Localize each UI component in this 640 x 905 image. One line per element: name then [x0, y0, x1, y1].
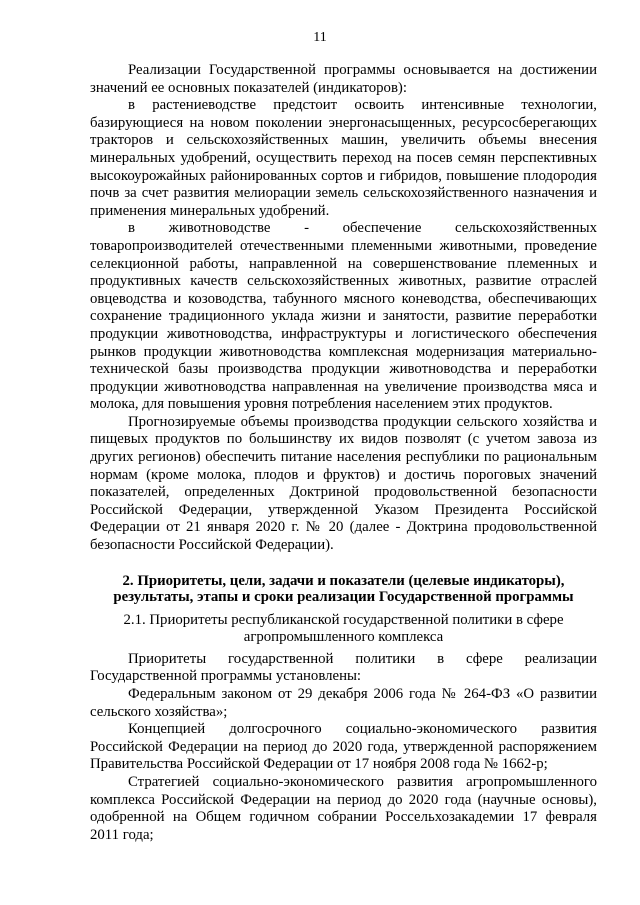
paragraph-federal-law: Федеральным законом от 29 декабря 2006 года № 264-ФЗ «О развитии сельского хозяйства»;: [90, 686, 597, 720]
paragraph-priorities-established: Приоритеты государственной политики в сфере реализации Государственной программы установлены:: [90, 650, 597, 685]
paragraph-forecast: Прогнозируемые объемы производства продукции сельского хозяйства и пищевых продуктов по большинству их видов позволят (с учетом завоза из других регионов) обеспечить питание населения республики по рациональным нормам (кроме молока, плодов и фруктов) и достичь пороговых значений показателей, определенных Доктриной продовольственной безопасности Российской Федерации, утвержденной Указом Президента Российской Федерации от 21 января 2020 г. № 20 (далее - Доктрина продовольственной безопасности Российской Федерации).: [90, 413, 597, 554]
subsection-title: 2.1. Приоритеты республиканской государственной политики в сфере агропромышленного комплекса: [123, 611, 564, 646]
paragraph-intro: Реализации Государственной программы основывается на достижении значений ее основных показателей (индикаторов):: [90, 62, 597, 96]
paragraph-crop-production: в растениеводстве предстоит освоить интенсивные технологии, базирующиеся на новом поколении энергонасыщенных, ресурсосберегающих тракторов и сельскохозяйственных машин, увеличить объемы внесения минеральных удобрений, осуществить переход на посев семян перспективных высокоурожайных районированных сортов и гибридов, повышение плодородия почв за счет развития мелиорации земель сельскохозяйственного назначения и применения минеральных удобрений.: [90, 97, 597, 219]
paragraph-livestock: в животноводстве - обеспечение сельскохозяйственных товаропроизводителей отечественными племенными животными, проведение селекционной работы, направленной на совершенствование племенных и продуктивных качеств сельскохозяйственных животных, развитие отраслей овцеводства и козоводства, табунного мясного коневодства, обеспечивающих сохранение традиционного уклада жизни и занятости, развитие переработки продукции животноводства, инфраструктуры и логистического обеспечения рынков продукции животноводства комплексная модернизация материально-технической базы производства продукции животноводства и переработки продукции животноводства направленная на увеличение производства мяса и молока, для повышения уровня потребления населением этих продуктов.: [90, 220, 597, 413]
paragraph-concept: Концепцией долгосрочного социально-экономического развития Российской Федерации на период до 2020 года, утвержденной распоряжением Правительства Российской Федерации от 17 ноября 2008 года № 1662-р;: [90, 721, 597, 773]
paragraph-strategy: Стратегией социально-экономического развития агропромышленного комплекса Российской Федерации на период до 2020 года (научные основы), одобренной на Общем годичном собрании Россельхозакадемии 17 февраля 2011 года;: [90, 773, 597, 843]
page-number: 11: [313, 30, 327, 45]
document-body: [90, 62, 597, 844]
section-title: 2. Приоритеты, цели, задачи и показатели (целевые индикаторы), результаты, этапы и сроки реализации Государственной программы: [113, 572, 574, 606]
